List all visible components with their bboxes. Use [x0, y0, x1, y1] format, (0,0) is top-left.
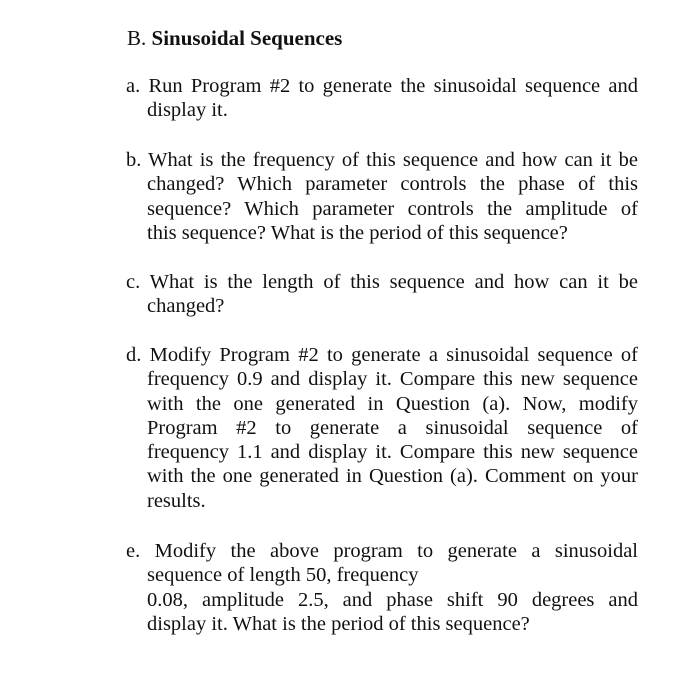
question-d-line-5: frequency 1.1 and display it. Compare this new sequence — [147, 441, 638, 464]
section-letter: B. — [127, 26, 147, 50]
question-e-line-1: e. Modify the above program to generate a sinusoidal — [126, 540, 638, 562]
question-b-line-1: b. What is the frequency of this sequence and how can it be — [126, 149, 638, 171]
section-heading — [127, 26, 342, 50]
question-d-line-6: with the one generated in Question (a). Comment on your — [147, 465, 638, 488]
section-title: Sinusoidal Sequences — [151, 26, 343, 50]
question-e-line-2: sequence of length 50, frequency — [147, 564, 419, 587]
question-e — [126, 539, 638, 636]
question-b-line-4: this sequence? What is the period of this sequence? — [147, 221, 568, 244]
question-e-line-4: display it. What is the period of this sequence? — [147, 612, 530, 635]
question-d-line-7: results. — [147, 489, 206, 512]
question-e-line-3: 0.08, amplitude 2.5, and phase shift 90 degrees and — [147, 588, 638, 611]
question-d — [126, 343, 638, 513]
question-b-line-3: sequence? Which parameter controls the amplitude of — [147, 197, 638, 220]
question-b — [126, 148, 638, 245]
question-d-line-4: Program #2 to generate a sinusoidal sequence of — [147, 416, 638, 439]
question-d-line-3: with the one generated in Question (a). Now, modify — [147, 392, 638, 415]
question-a-line-2: display it. — [147, 99, 228, 122]
question-d-line-2: frequency 0.9 and display it. Compare this new sequence — [147, 368, 638, 391]
question-a-line-1: a. Run Program #2 to generate the sinusoidal sequence and — [126, 75, 638, 97]
question-c — [126, 270, 638, 319]
question-b-line-2: changed? Which parameter controls the phase of this — [147, 173, 638, 196]
question-c-line-2: changed? — [147, 295, 225, 318]
question-a — [126, 74, 638, 123]
question-c-line-1: c. What is the length of this sequence and how can it be — [126, 271, 638, 293]
question-d-line-1: d. Modify Program #2 to generate a sinusoidal sequence of — [126, 344, 638, 366]
